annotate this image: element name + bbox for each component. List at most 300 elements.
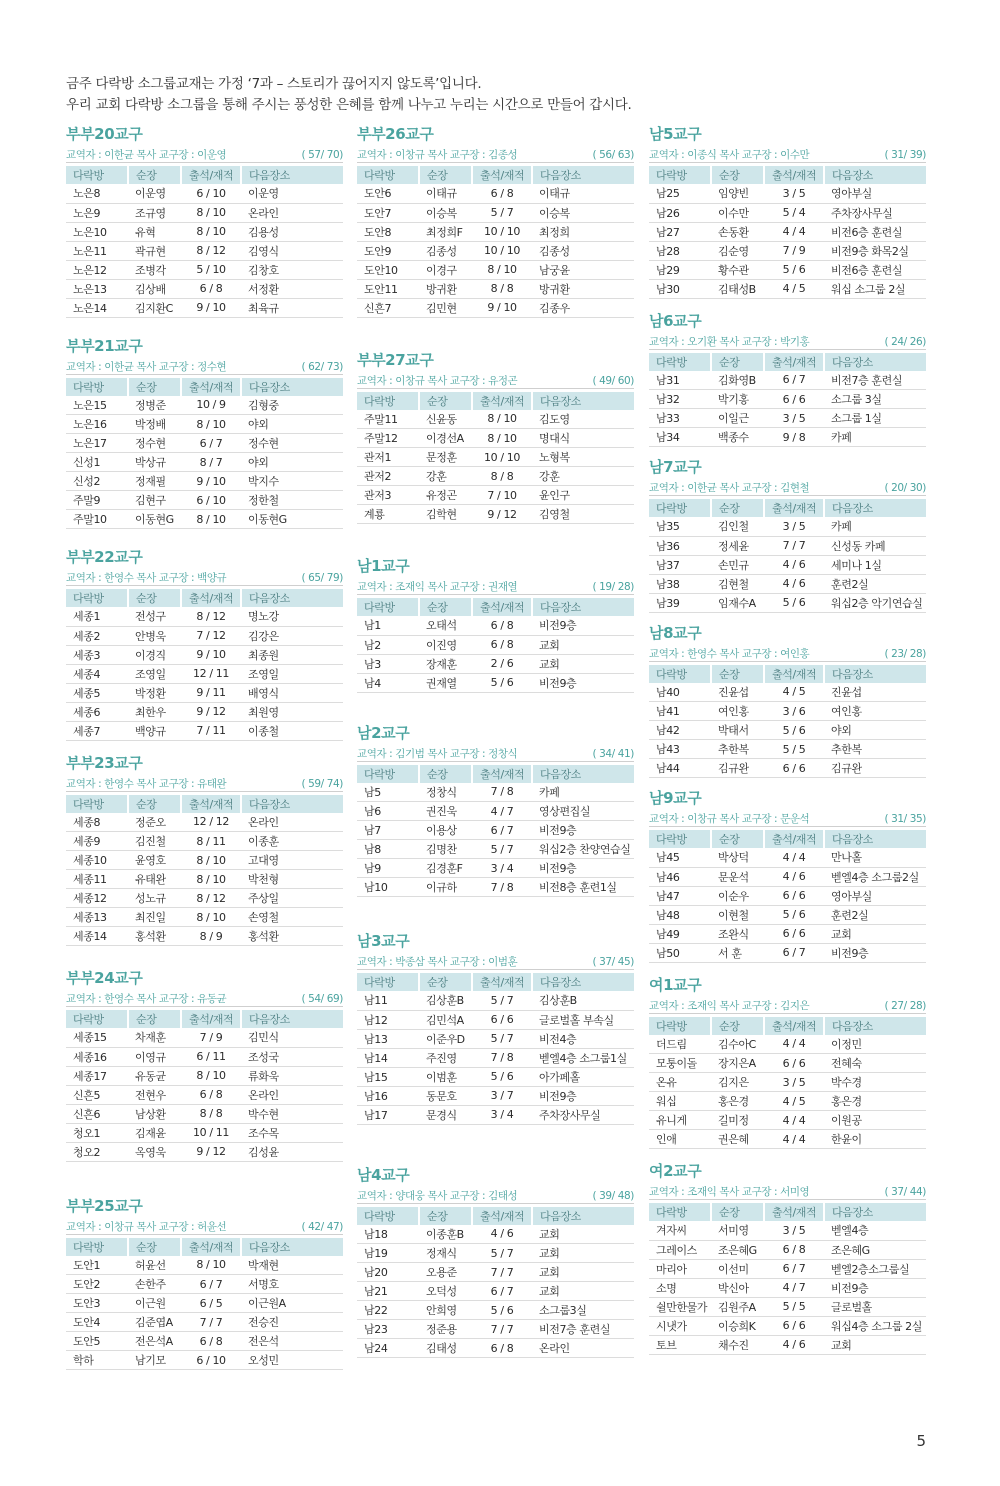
district-leaders: 교역자 : 이한균 목사 교구장 : 이운영 bbox=[66, 149, 227, 161]
header-next-place: 다음장소 bbox=[532, 765, 634, 783]
next-place: 박수경 bbox=[824, 1073, 926, 1092]
next-place: 전승진 bbox=[241, 1313, 343, 1332]
next-place: 비전4층 bbox=[532, 1029, 634, 1048]
district-title: 여1교구 bbox=[649, 975, 702, 994]
header-attendance: 출석/재적 bbox=[764, 1203, 824, 1221]
leader-name: 남상환 bbox=[128, 1104, 181, 1123]
table-row bbox=[66, 453, 343, 472]
header-next-place: 다음장소 bbox=[824, 1017, 926, 1035]
table-header-row bbox=[649, 353, 926, 371]
leader-name: 유혁 bbox=[128, 222, 181, 241]
table-row bbox=[649, 371, 926, 390]
district-title: 부부25교구 bbox=[66, 1196, 143, 1215]
attendance: 7 / 7 bbox=[472, 1320, 532, 1339]
leader-name: 박기홍 bbox=[711, 390, 764, 409]
table-row bbox=[649, 886, 926, 905]
header-next-place: 다음장소 bbox=[241, 795, 343, 813]
leader-name: 이경구 bbox=[419, 260, 472, 279]
leader-name: 정준용 bbox=[419, 1320, 472, 1339]
room-name: 남30 bbox=[649, 279, 711, 298]
next-place: 이운영 bbox=[241, 184, 343, 203]
district-meta bbox=[66, 1219, 343, 1235]
table-header-row bbox=[649, 665, 926, 683]
table-row bbox=[66, 1351, 343, 1370]
district-table bbox=[66, 166, 343, 318]
leader-name: 여인홍 bbox=[711, 702, 764, 721]
attendance: 8 / 10 bbox=[181, 908, 241, 927]
attendance: 3 / 7 bbox=[472, 1086, 532, 1105]
leader-name: 김현구 bbox=[128, 491, 181, 510]
table-row bbox=[357, 1067, 634, 1086]
table-row bbox=[66, 1256, 343, 1275]
header-attendance: 출석/재적 bbox=[181, 1238, 241, 1256]
next-place: 워십2층 악기연습실 bbox=[824, 593, 926, 612]
room-name: 주말11 bbox=[357, 410, 419, 429]
header-attendance: 출석/재적 bbox=[764, 665, 824, 683]
room-name: 세종14 bbox=[66, 927, 128, 946]
room-name: 남37 bbox=[649, 555, 711, 574]
room-name: 주말10 bbox=[66, 510, 128, 529]
header-room: 다락방 bbox=[357, 598, 419, 616]
attendance: 7 / 9 bbox=[764, 241, 824, 260]
header-attendance: 출석/재적 bbox=[181, 378, 241, 396]
room-name: 남4 bbox=[357, 673, 419, 692]
header-next-place: 다음장소 bbox=[532, 166, 634, 184]
next-place: 교회 bbox=[824, 924, 926, 943]
next-place: 야외 bbox=[241, 415, 343, 434]
attendance: 3 / 5 bbox=[764, 184, 824, 203]
header-room: 다락방 bbox=[66, 1238, 128, 1256]
table-row bbox=[357, 1105, 634, 1124]
district-attendance-total: ( 65/ 79) bbox=[301, 572, 343, 584]
district-table bbox=[357, 1207, 634, 1359]
header-attendance: 출석/재적 bbox=[472, 973, 532, 991]
district-attendance-total: ( 37/ 45) bbox=[592, 956, 634, 968]
room-name: 노은8 bbox=[66, 184, 128, 203]
header-room: 다락방 bbox=[649, 1203, 711, 1221]
leader-name: 김순영 bbox=[711, 241, 764, 260]
attendance: 6 / 6 bbox=[764, 1054, 824, 1073]
next-place: 홍석환 bbox=[241, 927, 343, 946]
district-meta bbox=[66, 991, 343, 1007]
district-title: 부부23교구 bbox=[66, 753, 143, 772]
header-room: 다락방 bbox=[649, 353, 711, 371]
leader-name: 김종성 bbox=[419, 241, 472, 260]
header-next-place: 다음장소 bbox=[532, 1207, 634, 1225]
district-attendance-total: ( 62/ 73) bbox=[301, 360, 343, 373]
room-name: 세종10 bbox=[66, 851, 128, 870]
attendance: 5 / 6 bbox=[764, 593, 824, 612]
table-row bbox=[66, 1066, 343, 1085]
room-name: 노은15 bbox=[66, 396, 128, 415]
leader-name: 조병각 bbox=[128, 260, 181, 279]
room-name: 주말9 bbox=[66, 491, 128, 510]
leader-name: 권은혜 bbox=[711, 1130, 764, 1149]
table-row bbox=[66, 491, 343, 510]
room-name: 노은13 bbox=[66, 279, 128, 298]
next-place: 주상일 bbox=[241, 889, 343, 908]
next-place: 박천형 bbox=[241, 870, 343, 889]
room-name: 남10 bbox=[357, 878, 419, 897]
attendance: 4 / 5 bbox=[764, 279, 824, 298]
leader-name: 정창식 bbox=[419, 783, 472, 802]
table-row bbox=[649, 241, 926, 260]
next-place: 류화욱 bbox=[241, 1066, 343, 1085]
leader-name: 김태성 bbox=[419, 1339, 472, 1358]
table-row bbox=[66, 1104, 343, 1123]
room-name: 노은10 bbox=[66, 222, 128, 241]
room-name: 남43 bbox=[649, 740, 711, 759]
header-leader: 순장 bbox=[419, 598, 472, 616]
next-place: 글로벌홀 bbox=[824, 1297, 926, 1316]
room-name: 세종16 bbox=[66, 1047, 128, 1066]
table-header-row bbox=[357, 765, 634, 783]
room-name: 남9 bbox=[357, 859, 419, 878]
room-name: 남22 bbox=[357, 1301, 419, 1320]
district-attendance-total: ( 34/ 41) bbox=[592, 747, 634, 760]
attendance: 9 / 12 bbox=[181, 702, 241, 721]
leader-name: 오태석 bbox=[419, 616, 472, 635]
attendance: 5 / 7 bbox=[472, 840, 532, 859]
header-room: 다락방 bbox=[66, 795, 128, 813]
header-leader: 순장 bbox=[711, 499, 764, 517]
district-attendance-total: ( 27/ 28) bbox=[884, 999, 926, 1012]
district-leaders: 교역자 : 김기범 목사 교구장 : 정창식 bbox=[357, 747, 518, 760]
next-place: 조영일 bbox=[241, 664, 343, 683]
next-place: 강훈 bbox=[532, 467, 634, 486]
table-row bbox=[66, 908, 343, 927]
header-leader: 순장 bbox=[711, 665, 764, 683]
room-name: 인애 bbox=[649, 1130, 711, 1149]
leader-name: 김수아C bbox=[711, 1035, 764, 1054]
leader-name: 김상배 bbox=[128, 279, 181, 298]
district-attendance-total: ( 37/ 44) bbox=[884, 1186, 926, 1198]
leader-name: 손동환 bbox=[711, 222, 764, 241]
district-leaders: 교역자 : 조재익 목사 교구장 : 김지은 bbox=[649, 999, 810, 1012]
leader-name: 이일근 bbox=[711, 409, 764, 428]
room-name: 도안6 bbox=[357, 184, 419, 203]
table-row bbox=[66, 607, 343, 626]
room-name: 노은17 bbox=[66, 434, 128, 453]
leader-name: 전현우 bbox=[128, 1085, 181, 1104]
room-name: 세종17 bbox=[66, 1066, 128, 1085]
attendance: 5 / 5 bbox=[764, 1297, 824, 1316]
leader-name: 이영규 bbox=[128, 1047, 181, 1066]
attendance: 7 / 10 bbox=[472, 486, 532, 505]
header-leader: 순장 bbox=[128, 378, 181, 396]
attendance: 7 / 7 bbox=[472, 1263, 532, 1282]
district-leaders: 교역자 : 이한균 목사 교구장 : 정수현 bbox=[66, 360, 227, 373]
leader-name: 김원주A bbox=[711, 1297, 764, 1316]
table-row bbox=[357, 635, 634, 654]
leader-name: 박상규 bbox=[128, 453, 181, 472]
room-name: 세종9 bbox=[66, 832, 128, 851]
leader-name: 차재훈 bbox=[128, 1028, 181, 1047]
room-name: 남33 bbox=[649, 409, 711, 428]
table-row bbox=[357, 298, 634, 317]
leader-name: 최한우 bbox=[128, 702, 181, 721]
next-place: 비전9층 bbox=[532, 673, 634, 692]
next-place: 김종성 bbox=[532, 241, 634, 260]
attendance: 8 / 11 bbox=[181, 832, 241, 851]
header-next-place: 다음장소 bbox=[532, 392, 634, 410]
room-name: 소명 bbox=[649, 1278, 711, 1297]
header-leader: 순장 bbox=[711, 1203, 764, 1221]
table-row bbox=[66, 813, 343, 832]
attendance: 6 / 7 bbox=[764, 943, 824, 962]
table-row bbox=[357, 1301, 634, 1320]
district-meta bbox=[649, 147, 926, 163]
district-attendance-total: ( 31/ 39) bbox=[884, 149, 926, 161]
room-name: 도안1 bbox=[66, 1256, 128, 1275]
attendance: 3 / 4 bbox=[472, 859, 532, 878]
attendance: 8 / 10 bbox=[181, 415, 241, 434]
district-section bbox=[66, 968, 343, 1162]
next-place: 교회 bbox=[532, 1244, 634, 1263]
next-place: 교회 bbox=[824, 1335, 926, 1354]
table-row bbox=[357, 1225, 634, 1244]
next-place: 조성국 bbox=[241, 1047, 343, 1066]
leader-name: 길미정 bbox=[711, 1111, 764, 1130]
district-meta bbox=[357, 579, 634, 595]
room-name: 남41 bbox=[649, 702, 711, 721]
leader-name: 유동균 bbox=[128, 1066, 181, 1085]
table-row bbox=[66, 870, 343, 889]
attendance: 5 / 7 bbox=[472, 203, 532, 222]
leader-name: 장재훈 bbox=[419, 654, 472, 673]
table-row bbox=[66, 396, 343, 415]
leader-name: 김현철 bbox=[711, 574, 764, 593]
leader-name: 성노규 bbox=[128, 889, 181, 908]
next-place: 비전8층 훈련1실 bbox=[532, 878, 634, 897]
header-next-place: 다음장소 bbox=[824, 665, 926, 683]
next-place: 영아부실 bbox=[824, 184, 926, 203]
header-next-place: 다음장소 bbox=[532, 598, 634, 616]
district-attendance-total: ( 31/ 35) bbox=[884, 813, 926, 825]
attendance: 5 / 6 bbox=[472, 1067, 532, 1086]
table-row bbox=[357, 279, 634, 298]
header-leader: 순장 bbox=[419, 973, 472, 991]
leader-name: 임양빈 bbox=[711, 184, 764, 203]
table-row bbox=[649, 260, 926, 279]
district-attendance-total: ( 19/ 28) bbox=[592, 581, 634, 593]
next-place: 비전6층 훈련실 bbox=[824, 222, 926, 241]
room-name: 세종13 bbox=[66, 908, 128, 927]
district-meta bbox=[357, 954, 634, 970]
attendance: 8 / 7 bbox=[181, 453, 241, 472]
table-header-row bbox=[66, 795, 343, 813]
leader-name: 이용상 bbox=[419, 821, 472, 840]
district-leaders: 교역자 : 조재익 목사 교구장 : 서미영 bbox=[649, 1186, 810, 1198]
attendance: 4 / 6 bbox=[764, 555, 824, 574]
district-section bbox=[649, 623, 926, 779]
district-leaders: 교역자 : 양대웅 목사 교구장 : 김태성 bbox=[357, 1189, 518, 1202]
district-leaders: 교역자 : 한영수 목사 교구장 : 유동균 bbox=[66, 993, 227, 1005]
page-number: 5 bbox=[916, 1432, 926, 1450]
next-place: 교회 bbox=[532, 654, 634, 673]
next-place: 이승복 bbox=[532, 203, 634, 222]
next-place: 홍은경 bbox=[824, 1092, 926, 1111]
district-section bbox=[66, 547, 343, 741]
next-place: 온라인 bbox=[241, 203, 343, 222]
attendance: 9 / 10 bbox=[181, 298, 241, 317]
district-section bbox=[649, 788, 926, 963]
attendance: 4 / 4 bbox=[764, 848, 824, 867]
leader-name: 홍석환 bbox=[128, 927, 181, 946]
leader-name: 추한복 bbox=[711, 740, 764, 759]
table-row bbox=[66, 927, 343, 946]
leader-name: 최진일 bbox=[128, 908, 181, 927]
header-next-place: 다음장소 bbox=[241, 378, 343, 396]
table-header-row bbox=[649, 499, 926, 517]
district-attendance-total: ( 54/ 69) bbox=[301, 993, 343, 1005]
attendance: 5 / 7 bbox=[472, 1244, 532, 1263]
room-name: 주말12 bbox=[357, 429, 419, 448]
table-header-row bbox=[649, 1203, 926, 1221]
next-place: 한윤이 bbox=[824, 1130, 926, 1149]
leader-name: 곽규현 bbox=[128, 241, 181, 260]
district-attendance-total: ( 56/ 63) bbox=[592, 149, 634, 161]
table-row bbox=[357, 1339, 634, 1358]
table-row bbox=[649, 1335, 926, 1354]
next-place: 최원영 bbox=[241, 702, 343, 721]
attendance: 8 / 10 bbox=[472, 260, 532, 279]
room-name: 도안3 bbox=[66, 1294, 128, 1313]
table-row bbox=[649, 1111, 926, 1130]
room-name: 남28 bbox=[649, 241, 711, 260]
leader-name: 조규영 bbox=[128, 203, 181, 222]
header-next-place: 다음장소 bbox=[532, 973, 634, 991]
next-place: 주차장사무실 bbox=[532, 1105, 634, 1124]
district-table bbox=[66, 378, 343, 530]
district-title: 부부21교구 bbox=[66, 336, 143, 355]
district-section bbox=[66, 336, 343, 530]
table-row bbox=[649, 555, 926, 574]
header-leader: 순장 bbox=[711, 830, 764, 848]
leader-name: 권진욱 bbox=[419, 802, 472, 821]
district-title: 부부20교구 bbox=[66, 125, 143, 143]
room-name: 그레이스 bbox=[649, 1240, 711, 1259]
table-row bbox=[649, 1297, 926, 1316]
room-name: 세종11 bbox=[66, 870, 128, 889]
table-row bbox=[66, 260, 343, 279]
attendance: 8 / 10 bbox=[472, 429, 532, 448]
table-row bbox=[357, 260, 634, 279]
room-name: 남45 bbox=[649, 848, 711, 867]
attendance: 6 / 6 bbox=[472, 1010, 532, 1029]
district-table bbox=[649, 353, 926, 448]
district-leaders: 교역자 : 이창규 목사 교구장 : 김종성 bbox=[357, 149, 518, 161]
next-place: 김강은 bbox=[241, 626, 343, 645]
attendance: 4 / 6 bbox=[764, 1335, 824, 1354]
attendance: 6 / 6 bbox=[764, 1316, 824, 1335]
header-room: 다락방 bbox=[357, 392, 419, 410]
table-row bbox=[66, 1142, 343, 1161]
table-row bbox=[649, 1240, 926, 1259]
table-row bbox=[357, 1244, 634, 1263]
attendance: 4 / 5 bbox=[764, 1092, 824, 1111]
table-row bbox=[649, 428, 926, 447]
header-attendance: 출석/재적 bbox=[764, 1017, 824, 1035]
leader-name: 진윤섭 bbox=[711, 683, 764, 702]
district-table bbox=[357, 765, 634, 898]
leader-name: 김학현 bbox=[419, 505, 472, 524]
room-name: 남42 bbox=[649, 721, 711, 740]
room-name: 남23 bbox=[357, 1320, 419, 1339]
room-name: 신흔7 bbox=[357, 298, 419, 317]
district-table bbox=[649, 499, 926, 613]
leader-name: 서 훈 bbox=[711, 943, 764, 962]
leader-name: 김진철 bbox=[128, 832, 181, 851]
attendance: 8 / 8 bbox=[472, 467, 532, 486]
room-name: 관저3 bbox=[357, 486, 419, 505]
leader-name: 이진영 bbox=[419, 635, 472, 654]
room-name: 남31 bbox=[649, 371, 711, 390]
district-title: 부부27교구 bbox=[357, 350, 434, 369]
next-place: 오성민 bbox=[241, 1351, 343, 1370]
district-attendance-total: ( 57/ 70) bbox=[301, 149, 343, 161]
leader-name: 이태규 bbox=[419, 184, 472, 203]
next-place: 박지수 bbox=[241, 472, 343, 491]
room-name: 남19 bbox=[357, 1244, 419, 1263]
next-place: 교회 bbox=[532, 635, 634, 654]
leader-name: 전성구 bbox=[128, 607, 181, 626]
leader-name: 이경선A bbox=[419, 429, 472, 448]
table-row bbox=[357, 429, 634, 448]
attendance: 4 / 6 bbox=[764, 867, 824, 886]
table-row bbox=[649, 1035, 926, 1054]
header-leader: 순장 bbox=[128, 1010, 181, 1028]
district-section bbox=[649, 311, 926, 448]
next-place: 김영철 bbox=[532, 505, 634, 524]
table-row bbox=[357, 1320, 634, 1339]
table-row bbox=[357, 991, 634, 1010]
attendance: 6 / 7 bbox=[181, 1275, 241, 1294]
table-row bbox=[66, 434, 343, 453]
next-place: 벧엘2층소그룹실 bbox=[824, 1259, 926, 1278]
next-place: 김창호 bbox=[241, 260, 343, 279]
column-3 bbox=[649, 124, 926, 1355]
next-place: 방귀환 bbox=[532, 279, 634, 298]
attendance: 5 / 7 bbox=[472, 991, 532, 1010]
table-row bbox=[649, 1073, 926, 1092]
next-place: 훈련2실 bbox=[824, 905, 926, 924]
leader-name: 윤영호 bbox=[128, 851, 181, 870]
district-table bbox=[66, 1238, 343, 1371]
room-name: 세종7 bbox=[66, 721, 128, 740]
district-leaders: 교역자 : 이창규 목사 교구장 : 허윤선 bbox=[66, 1220, 227, 1233]
header-leader: 순장 bbox=[419, 166, 472, 184]
room-name: 남8 bbox=[357, 840, 419, 859]
attendance: 12 / 12 bbox=[181, 813, 241, 832]
intro-text bbox=[66, 74, 946, 116]
header-attendance: 출석/재적 bbox=[472, 392, 532, 410]
table-row bbox=[357, 222, 634, 241]
attendance: 8 / 10 bbox=[181, 1066, 241, 1085]
next-place: 김영식 bbox=[241, 241, 343, 260]
attendance: 8 / 8 bbox=[181, 1104, 241, 1123]
next-place: 이태규 bbox=[532, 184, 634, 203]
attendance: 9 / 10 bbox=[181, 645, 241, 664]
room-name: 남24 bbox=[357, 1339, 419, 1358]
room-name: 남15 bbox=[357, 1067, 419, 1086]
leader-name: 정세윤 bbox=[711, 536, 764, 555]
room-name: 남40 bbox=[649, 683, 711, 702]
column-2 bbox=[357, 124, 634, 1358]
room-name: 노은12 bbox=[66, 260, 128, 279]
room-name: 도안11 bbox=[357, 279, 419, 298]
header-attendance: 출석/재적 bbox=[764, 353, 824, 371]
